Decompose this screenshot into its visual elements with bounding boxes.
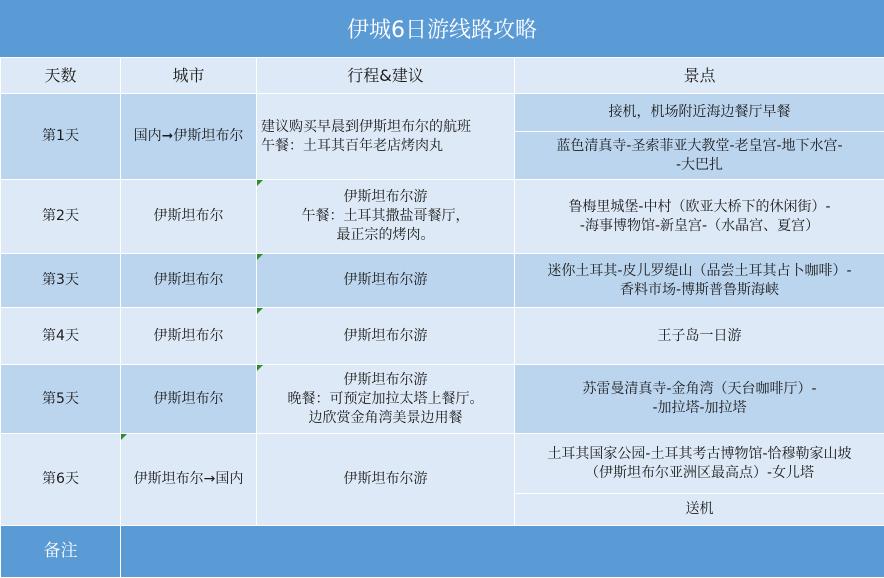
plan-line: 伊斯坦布尔游 <box>343 471 428 487</box>
city-cell[interactable]: 伊斯坦布尔 <box>121 254 257 308</box>
spots-line: -加拉塔-加拉塔 <box>652 400 747 416</box>
spots-line: 苏雷曼清真寺-金角湾（天台咖啡厅）- <box>582 381 817 397</box>
header-row <box>1 58 884 94</box>
plan-line: 建议购买早晨到伊斯坦布尔的航班 <box>261 118 471 135</box>
spots-line: 蓝色清真寺-圣索菲亚大教堂-老皇宫-地下水宫- <box>556 137 843 154</box>
spots-cell[interactable] <box>515 365 884 434</box>
plan-line: 午餐：土耳其撒盐哥餐厅， <box>301 208 470 224</box>
sheet-title: 伊城6日游线路攻略 <box>0 0 884 58</box>
plan-cell[interactable] <box>257 94 515 180</box>
day-cell[interactable]: 第1天 <box>1 94 121 180</box>
spots-line: 接机，机场附近海边餐厅早餐 <box>608 104 791 120</box>
plan-line: 伊斯坦布尔游 <box>343 189 428 205</box>
spots-line: -海事博物馆-新皇宫-（水晶宫、夏宫） <box>579 217 820 234</box>
spots-cell[interactable] <box>515 132 884 180</box>
plan-cell[interactable] <box>257 434 515 526</box>
spots-line: （伊斯坦布尔亚洲区最高点）-女儿塔 <box>584 464 815 481</box>
header-plan[interactable]: 行程&建议 <box>257 58 515 94</box>
spots-cell[interactable] <box>515 180 884 254</box>
spots-cell[interactable] <box>515 308 884 365</box>
plan-line: 伊斯坦布尔游 <box>343 327 428 344</box>
table-row <box>1 308 884 365</box>
footer-note[interactable] <box>121 526 884 578</box>
spots-cell[interactable] <box>515 94 884 132</box>
footer-row <box>1 526 884 578</box>
plan-line: 晚餐：可预定加拉太塔上餐厅。 <box>287 390 484 407</box>
plan-line: 午餐：土耳其百年老店烤肉丸 <box>261 137 443 154</box>
header-spots[interactable]: 景点 <box>515 58 884 94</box>
plan-cell[interactable] <box>257 180 515 254</box>
day-cell[interactable]: 第5天 <box>1 365 121 434</box>
plan-line: 伊斯坦布尔游 <box>343 371 428 388</box>
spots-line: 迷你土耳其-皮儿罗缇山（品尝土耳其占卜咖啡）- <box>547 262 852 279</box>
spots-cell[interactable] <box>515 494 884 526</box>
footer-label[interactable]: 备注 <box>1 526 121 578</box>
city-cell[interactable]: 伊斯坦布尔 <box>121 180 257 254</box>
day-cell[interactable]: 第3天 <box>1 254 121 308</box>
day-cell[interactable]: 第4天 <box>1 308 121 365</box>
city-cell[interactable]: 国内➞伊斯坦布尔 <box>121 94 257 180</box>
plan-cell[interactable] <box>257 254 515 308</box>
table-row <box>1 365 884 434</box>
day-cell[interactable]: 第2天 <box>1 180 121 254</box>
city-cell[interactable]: 伊斯坦布尔 <box>121 308 257 365</box>
plan-line: 伊斯坦布尔游 <box>343 272 428 288</box>
city-cell[interactable]: 伊斯坦布尔→国内 <box>121 434 257 526</box>
day-cell[interactable]: 第6天 <box>1 434 121 526</box>
spots-cell[interactable] <box>515 434 884 494</box>
table-row <box>1 254 884 308</box>
spots-line: 土耳其国家公园-土耳其考古博物馆-恰穆勒家山坡 <box>547 445 852 462</box>
plan-cell[interactable] <box>257 308 515 365</box>
plan-cell[interactable] <box>257 365 515 434</box>
header-city[interactable]: 城市 <box>121 58 257 94</box>
table-row <box>1 94 884 132</box>
spots-line: 鲁梅里城堡-中村（欧亚大桥下的休闲街）- <box>568 198 831 215</box>
header-day[interactable]: 天数 <box>1 58 121 94</box>
itinerary-table <box>0 57 884 578</box>
table-row <box>1 180 884 254</box>
spots-line: 送机 <box>685 501 714 517</box>
spots-line: 香料市场-博斯普鲁斯海峡 <box>619 281 780 298</box>
city-cell[interactable]: 伊斯坦布尔 <box>121 365 257 434</box>
spots-line: 王子岛一日游 <box>657 327 742 344</box>
table-row <box>1 434 884 494</box>
plan-line: 边欣赏金角湾美景边用餐 <box>308 409 463 426</box>
spots-line: -大巴扎 <box>675 156 724 173</box>
spots-cell[interactable] <box>515 254 884 308</box>
plan-line: 最正宗的烤肉。 <box>336 227 435 243</box>
